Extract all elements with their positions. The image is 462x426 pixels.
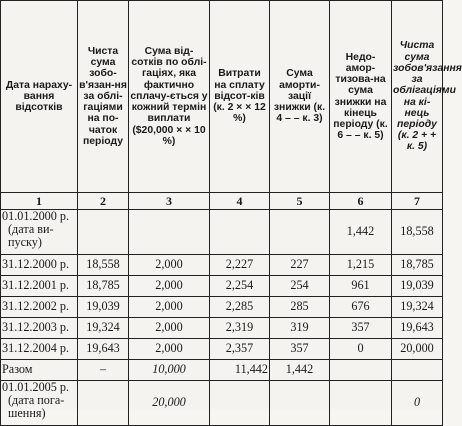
interest-paid-value: 2,000	[129, 318, 210, 339]
net-liability-end-value: 18,785	[392, 255, 443, 276]
interest-paid-value: 2,000	[129, 276, 210, 297]
interest-expense-value: 2,227	[210, 255, 270, 276]
header-unamortized-discount: Недо-амор-тизова-на сума знижки на кінець періоду (к. 6 – – к. 5)	[330, 1, 392, 193]
unamortized-discount-value: 357	[330, 318, 392, 339]
accrual-date: 31.12.2004 р.	[1, 339, 78, 360]
table-cell-empty	[129, 210, 210, 255]
net-liability-end-value: 19,324	[392, 297, 443, 318]
unamortized-discount-value: 0	[330, 339, 392, 360]
issue-date-note: пуску)	[8, 235, 42, 250]
table-row	[1, 255, 443, 276]
net-liability-end-value: 0	[392, 381, 443, 426]
issue-date-cell	[1, 210, 78, 255]
net-liability-end-value: 18,558	[392, 210, 443, 255]
table-cell-empty	[78, 381, 129, 426]
maturity-date-row	[1, 381, 443, 426]
table-cell-empty	[270, 381, 330, 426]
total-discount-amortization: 1,442	[270, 360, 330, 381]
issue-date-note: (дата ви-	[8, 222, 54, 237]
total-interest-expense: 11,442	[210, 360, 270, 381]
header-net-liability-start: Чиста сума зобо-в'язан-ня за облі-гаціями на по-чаток періоду	[78, 1, 129, 193]
total-net-liability-end	[392, 360, 443, 381]
unamortized-discount-value: 961	[330, 276, 392, 297]
discount-amortization-value: 319	[270, 318, 330, 339]
table-cell-empty	[210, 210, 270, 255]
maturity-date-cell	[1, 381, 78, 426]
discount-amortization-value: 357	[270, 339, 330, 360]
column-number: 5	[270, 193, 330, 210]
discount-amortization-value: 227	[270, 255, 330, 276]
total-interest-paid: 10,000	[129, 360, 210, 381]
total-label: Разом	[1, 360, 78, 381]
net-liability-start-value: 19,324	[78, 318, 129, 339]
total-row	[1, 360, 443, 381]
column-number: 3	[129, 193, 210, 210]
column-number-row	[1, 193, 443, 210]
issue-date-row	[1, 210, 443, 255]
table-cell-empty	[330, 381, 392, 426]
header-interest-paid: Сума від-сотків по облі-гаціях, яка фактично сплачу-ється у кожний термін виплати ($20,000 × × 10 %)	[129, 1, 210, 193]
accrual-date: 31.12.2002 р.	[1, 297, 78, 318]
interest-paid-value: 2,000	[129, 339, 210, 360]
header-discount-amortization: Сума аморти-зації знижки (к. 4 – – к. 3)	[270, 1, 330, 193]
accrual-date: 31.12.2001 р.	[1, 276, 78, 297]
maturity-date: 01.01.2005 р.	[2, 380, 70, 394]
table-row	[1, 297, 443, 318]
interest-paid-value: 2,000	[129, 297, 210, 318]
net-liability-start-value: 19,643	[78, 339, 129, 360]
accrual-date: 31.12.2000 р.	[1, 255, 78, 276]
column-number: 2	[78, 193, 129, 210]
total-unamortized-discount	[330, 360, 392, 381]
total-net-liability-start: –	[78, 360, 129, 381]
interest-expense-value: 2,285	[210, 297, 270, 318]
issue-date: 01.01.2000 р.	[2, 209, 70, 223]
interest-expense-value: 2,254	[210, 276, 270, 297]
column-number: 1	[1, 193, 78, 210]
interest-expense-value: 2,357	[210, 339, 270, 360]
unamortized-discount-value: 676	[330, 297, 392, 318]
header-interest-expense: Витрати на сплату відсот-ків (к. 2 × × 12 %)	[210, 1, 270, 193]
interest-paid-value: 2,000	[129, 255, 210, 276]
unamortized-discount-value: 1,215	[330, 255, 392, 276]
column-number: 6	[330, 193, 392, 210]
maturity-date-note: шення)	[8, 406, 46, 421]
column-number: 7	[392, 193, 443, 210]
maturity-date-note: (дата пога-	[8, 393, 65, 408]
net-liability-start-value: 18,785	[78, 276, 129, 297]
discount-amortization-value: 254	[270, 276, 330, 297]
unamortized-discount-value: 1,442	[330, 210, 392, 255]
table-cell-empty	[78, 210, 129, 255]
accrual-date: 31.12.2003 р.	[1, 318, 78, 339]
table-row	[1, 276, 443, 297]
table-row	[1, 318, 443, 339]
net-liability-end-value: 19,643	[392, 318, 443, 339]
header-row	[1, 1, 443, 193]
header-accrual-date: Дата нараху-вання відсотків	[1, 1, 78, 193]
net-liability-start-value: 18,558	[78, 255, 129, 276]
net-liability-start-value: 19,039	[78, 297, 129, 318]
column-number: 4	[210, 193, 270, 210]
table-cell-empty	[270, 210, 330, 255]
header-net-liability-end: Чиста сума зобов'язання за облігаціями на кі-нець періоду (к. 2 + + к. 5)	[392, 1, 443, 193]
principal-repaid-value: 20,000	[129, 381, 210, 426]
table-row	[1, 339, 443, 360]
discount-amortization-value: 285	[270, 297, 330, 318]
net-liability-end-value: 20,000	[392, 339, 443, 360]
net-liability-end-value: 19,039	[392, 276, 443, 297]
table-cell-empty	[210, 381, 270, 426]
interest-expense-value: 2,319	[210, 318, 270, 339]
